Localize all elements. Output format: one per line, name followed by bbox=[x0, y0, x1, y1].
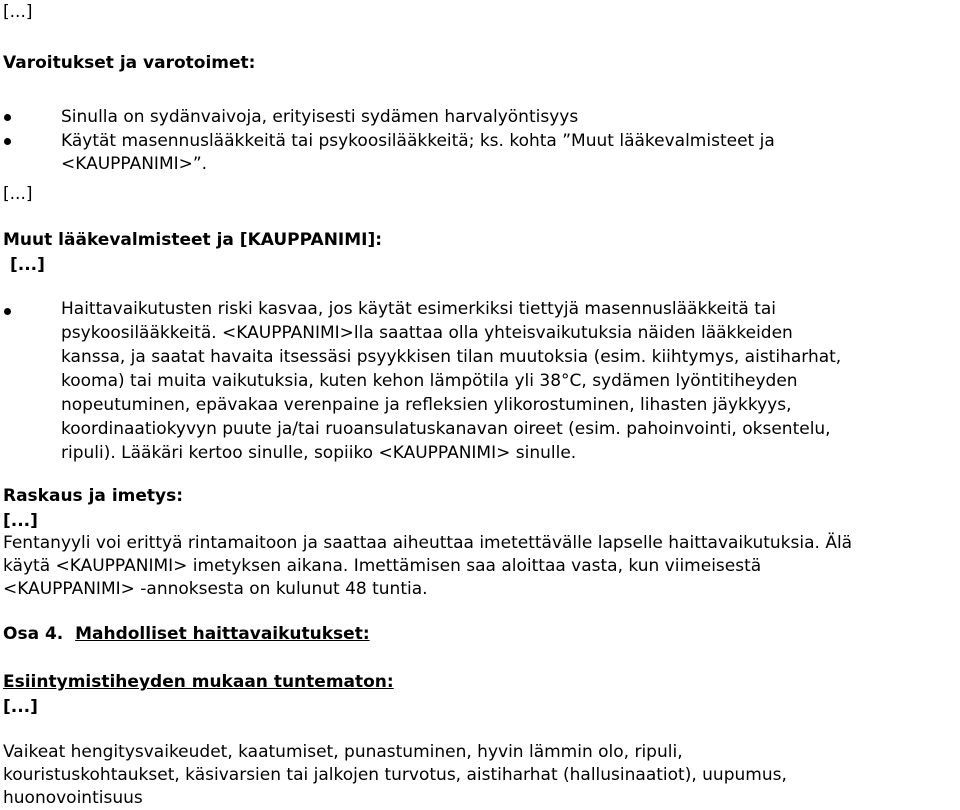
pregnancy-line-2: käytä <KAUPPANIMI> imetyksen aikana. Imettämisen saa aloittaa vasta, kun viimeisestä bbox=[3, 556, 762, 576]
other-medicines-line-6: koordinaatiokyvyn puute ja/tai ruoansulatuskanavan oireet (esim. pahoinvointi, oksentelu, bbox=[61, 419, 831, 439]
pregnancy-line-1: Fentanyyli voi erittyä rintamaitoon ja saattaa aiheuttaa imetettävälle lapselle haittavaikutuksia. Älä bbox=[3, 533, 853, 553]
heading-warnings: Varoitukset ja varotoimet: bbox=[3, 53, 256, 73]
heading-unknown-frequency: Esiintymistiheyden mukaan tuntematon: bbox=[3, 672, 394, 692]
pregnancy-line-3: <KAUPPANIMI> -annoksesta on kulunut 48 tuntia. bbox=[3, 579, 428, 599]
section-4-title: Mahdolliset haittavaikutukset: bbox=[75, 624, 370, 644]
other-medicines-line-4: kooma) tai muita vaikutuksia, kuten kehon lämpötila yli 38°C, sydämen lyöntitiheyden bbox=[61, 371, 798, 391]
heading-section-4 bbox=[3, 623, 370, 646]
other-medicines-line-3: kanssa, ja saatat havaita itsessäsi psyykkisen tilan muutoksia (esim. kiihtymys, aistiharhat, bbox=[61, 347, 842, 367]
unknown-frequency-line-1: Vaikeat hengitysvaikeudet, kaatumiset, punastuminen, hyvin lämmin olo, ripuli, bbox=[3, 742, 683, 762]
warnings-bullet-2-line-1: Käytät masennuslääkkeitä tai psykoosilääkkeitä; ks. kohta ”Muut lääkevalmisteet ja bbox=[61, 131, 775, 151]
bullet-dot-icon bbox=[4, 308, 11, 315]
bullet-dot-icon bbox=[4, 114, 11, 121]
unknown-frequency-line-3: huonovointisuus bbox=[3, 788, 143, 808]
heading-pregnancy: Raskaus ja imetys: bbox=[3, 486, 184, 506]
ellipsis-top: [...] bbox=[3, 2, 33, 22]
ellipsis-pregnancy: [...] bbox=[3, 511, 38, 531]
other-medicines-line-5: nopeutuminen, epävakaa verenpaine ja refleksien ylikorostuminen, lihasten jäykkyys, bbox=[61, 395, 792, 415]
warnings-bullet-1-text: Sinulla on sydänvaivoja, erityisesti sydämen harvalyöntisyys bbox=[61, 107, 579, 127]
section-4-prefix: Osa 4. bbox=[3, 624, 64, 644]
ellipsis-warnings: [...] bbox=[3, 184, 33, 204]
bullet-dot-icon bbox=[4, 138, 11, 145]
other-medicines-line-2: psykoosilääkkeitä. <KAUPPANIMI>lla saattaa olla yhteisvaikutuksia näiden lääkkeiden bbox=[61, 323, 793, 343]
warnings-bullet-2-line-2: <KAUPPANIMI>”. bbox=[61, 154, 208, 174]
other-medicines-line-1: Haittavaikutusten riski kasvaa, jos käytät esimerkiksi tiettyjä masennuslääkkeitä tai bbox=[61, 299, 777, 319]
unknown-frequency-line-2: kouristuskohtaukset, käsivarsien tai jalkojen turvotus, aistiharhat (hallusinaatiot), uupumus, bbox=[3, 765, 787, 785]
ellipsis-other-medicines: [...] bbox=[10, 255, 45, 275]
other-medicines-line-7: ripuli). Lääkäri kertoo sinulle, sopiiko <KAUPPANIMI> sinulle. bbox=[61, 443, 577, 463]
ellipsis-unknown-frequency: [...] bbox=[3, 697, 38, 717]
heading-other-medicines: Muut lääkevalmisteet ja [KAUPPANIMI]: bbox=[3, 230, 383, 250]
